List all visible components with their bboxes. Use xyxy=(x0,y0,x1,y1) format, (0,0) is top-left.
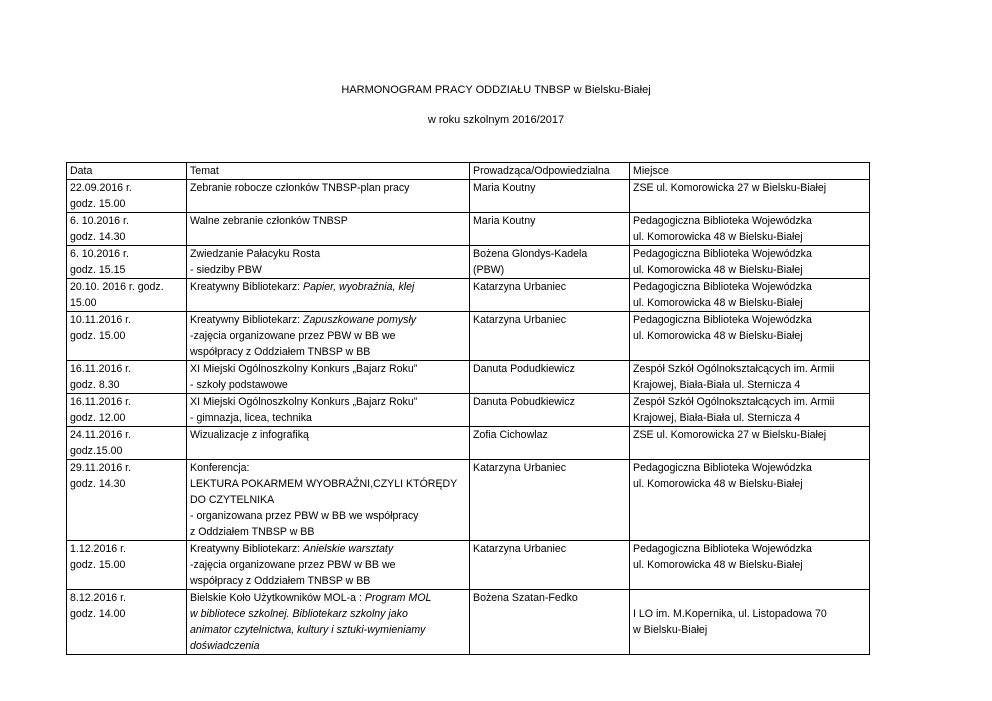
document-title: HARMONOGRAM PRACY ODDZIAŁU TNBSP w Bielsku-Białej xyxy=(341,84,651,96)
date-line: godz. 14.00 xyxy=(70,608,126,620)
date-cell xyxy=(67,590,187,655)
topic-line: animator czytelnictwa, kultury i sztuki-wymieniamy xyxy=(190,624,426,636)
date-cell xyxy=(67,361,187,394)
place-cell xyxy=(630,590,870,655)
leader-cell xyxy=(470,180,630,213)
header-date: Data xyxy=(67,163,187,180)
leader-line: Danuta Pobudkiewicz xyxy=(473,396,575,408)
topic-line: - szkoły podstawowe xyxy=(190,379,288,391)
date-line: 22.09.2016 r. xyxy=(70,182,132,194)
table-row xyxy=(67,361,870,394)
topic-line xyxy=(190,541,466,557)
schedule-table xyxy=(66,162,870,655)
topic-lead: Kreatywny Bibliotekarz: xyxy=(190,543,304,555)
place-line: Zespół Szkół Ogólnokształcących im. Armii xyxy=(633,363,835,375)
place-line: ZSE ul. Komorowicka 27 w Bielsku-Białej xyxy=(633,182,827,194)
topic-line: współpracy z Oddziałem TNBSP w BB xyxy=(190,575,371,587)
place-line: Pedagogiczna Biblioteka Wojewódzka xyxy=(633,248,812,260)
topic-line xyxy=(190,180,466,196)
topic-cell xyxy=(187,213,470,246)
topic-cell xyxy=(187,460,470,541)
place-line: w Bielsku-Białej xyxy=(633,624,708,636)
leader-line: Katarzyna Urbaniec xyxy=(473,543,567,555)
topic-italic: Program MOL xyxy=(364,592,432,604)
place-line: ul. Komorowicka 48 w Bielsku-Białej xyxy=(633,478,803,490)
place-line: ul. Komorowicka 48 w Bielsku-Białej xyxy=(633,559,803,571)
topic-cell xyxy=(187,394,470,427)
leader-cell xyxy=(470,460,630,541)
place-line: Pedagogiczna Biblioteka Wojewódzka xyxy=(633,543,812,555)
topic-italic: Zapuszkowane pomysły xyxy=(303,314,417,326)
date-line: godz. 15.00 xyxy=(70,198,126,210)
leader-cell xyxy=(470,312,630,361)
table-row xyxy=(67,590,870,655)
header-topic: Temat xyxy=(187,163,470,180)
topic-cell xyxy=(187,312,470,361)
topic-lead: Bielskie Koło Użytkowników MOL-a : xyxy=(190,592,365,604)
date-line: 6. 10.2016 r. xyxy=(70,248,129,260)
date-cell xyxy=(67,394,187,427)
place-line: Pedagogiczna Biblioteka Wojewódzka xyxy=(633,281,812,293)
date-cell xyxy=(67,460,187,541)
place-cell xyxy=(630,180,870,213)
topic-cell xyxy=(187,427,470,460)
leader-line: Maria Koutny xyxy=(473,182,536,194)
place-line: ul. Komorowicka 48 w Bielsku-Białej xyxy=(633,330,803,342)
date-line: 16.11.2016 r. xyxy=(70,363,132,375)
table-row xyxy=(67,213,870,246)
topic-italic: Papier, wyobraźnia, klej xyxy=(303,281,415,293)
date-line: 16.11.2016 r. xyxy=(70,396,132,408)
place-line: Pedagogiczna Biblioteka Wojewódzka xyxy=(633,314,812,326)
place-line: ul. Komorowicka 48 w Bielsku-Białej xyxy=(633,231,803,243)
table-row xyxy=(67,460,870,541)
header-leader: Prowadząca/Odpowiedzialna xyxy=(470,163,630,180)
table-row xyxy=(67,427,870,460)
leader-line: Katarzyna Urbaniec xyxy=(473,314,567,326)
date-line: godz. 15.15 xyxy=(70,264,126,276)
topic-line xyxy=(190,312,466,328)
table-header-row xyxy=(67,163,870,180)
leader-line: Maria Koutny xyxy=(473,215,536,227)
place-line: ul. Komorowicka 48 w Bielsku-Białej xyxy=(633,297,803,309)
date-cell xyxy=(67,180,187,213)
date-cell xyxy=(67,541,187,590)
leader-line: Bożena Szatan-Fedko xyxy=(473,592,578,604)
place-line: Zespół Szkół Ogólnokształcących im. Armii xyxy=(633,396,835,408)
topic-cell xyxy=(187,246,470,279)
topic-cell xyxy=(187,180,470,213)
topic-line: - gimnazja, licea, technika xyxy=(190,412,312,424)
table-row xyxy=(67,180,870,213)
place-cell xyxy=(630,279,870,312)
place-line: Pedagogiczna Biblioteka Wojewódzka xyxy=(633,462,812,474)
topic-line: doświadczenia xyxy=(190,640,260,652)
leader-line: Danuta Podudkiewicz xyxy=(473,363,575,375)
leader-line: Bożena Glondys-Kadela xyxy=(473,248,588,260)
leader-cell xyxy=(470,246,630,279)
topic-line: - siedziby PBW xyxy=(190,264,262,276)
topic-line xyxy=(190,279,466,295)
date-line: 15.00 xyxy=(70,297,97,309)
date-cell xyxy=(67,312,187,361)
place-cell xyxy=(630,312,870,361)
leader-cell xyxy=(470,541,630,590)
topic-italic: Anielskie warsztaty xyxy=(303,543,394,555)
date-line: 6. 10.2016 r. xyxy=(70,215,129,227)
topic-cell xyxy=(187,279,470,312)
topic-line xyxy=(190,590,466,606)
topic-line: współpracy z Oddziałem TNBSP w BB xyxy=(190,346,371,358)
leader-line: (PBW) xyxy=(473,264,505,276)
date-line: godz. 14.30 xyxy=(70,231,126,243)
place-cell xyxy=(630,427,870,460)
place-cell xyxy=(630,394,870,427)
date-cell xyxy=(67,427,187,460)
place-cell xyxy=(630,361,870,394)
topic-lead: XI Miejski Ogólnoszkolny Konkurs „Bajarz Roku” xyxy=(190,363,418,375)
topic-line xyxy=(190,427,466,443)
leader-line: Katarzyna Urbaniec xyxy=(473,281,567,293)
date-line: 20.10. 2016 r. godz. xyxy=(70,281,164,293)
topic-lead: Kreatywny Bibliotekarz: xyxy=(190,314,304,326)
leader-cell xyxy=(470,361,630,394)
topic-line: DO CZYTELNIKA xyxy=(190,494,275,506)
topic-lead: Kreatywny Bibliotekarz: xyxy=(190,281,304,293)
topic-line xyxy=(190,460,466,476)
place-line: ul. Komorowicka 48 w Bielsku-Białej xyxy=(633,264,803,276)
table-row xyxy=(67,541,870,590)
date-cell xyxy=(67,213,187,246)
date-line: godz.15.00 xyxy=(70,445,123,457)
table-row xyxy=(67,279,870,312)
topic-lead: XI Miejski Ogólnoszkolny Konkurs „Bajarz Roku” xyxy=(190,396,418,408)
topic-line: z Oddziałem TNBSP w BB xyxy=(190,526,315,538)
topic-lead: Zwiedzanie Pałacyku Rosta xyxy=(190,248,321,260)
topic-line xyxy=(190,246,466,262)
table-row xyxy=(67,312,870,361)
date-line: godz. 15.00 xyxy=(70,559,126,571)
topic-lead: Konferencja: xyxy=(190,462,250,474)
place-cell xyxy=(630,213,870,246)
topic-line: LEKTURA POKARMEM WYOBRAŹNI,CZYLI KTÓRĘDY xyxy=(190,478,458,490)
date-cell xyxy=(67,279,187,312)
leader-cell xyxy=(470,394,630,427)
topic-lead: Walne zebranie członków TNBSP xyxy=(190,215,348,227)
topic-cell xyxy=(187,590,470,655)
date-line: godz. 8.30 xyxy=(70,379,120,391)
place-line: Krajowej, Biała-Biała ul. Sternicza 4 xyxy=(633,379,801,391)
leader-cell xyxy=(470,213,630,246)
leader-cell xyxy=(470,427,630,460)
date-cell xyxy=(67,246,187,279)
leader-line: Zofia Cichowlaz xyxy=(473,429,548,441)
place-cell xyxy=(630,541,870,590)
date-line: 8.12.2016 r. xyxy=(70,592,126,604)
place-spacer xyxy=(633,590,866,606)
place-cell xyxy=(630,460,870,541)
table-row xyxy=(67,394,870,427)
topic-line: - organizowana przez PBW w BB we współpracy xyxy=(190,510,419,522)
place-cell xyxy=(630,246,870,279)
date-line: godz. 14.30 xyxy=(70,478,126,490)
topic-line: -zajęcia organizowane przez PBW w BB we xyxy=(190,330,396,342)
topic-cell xyxy=(187,541,470,590)
date-line: godz. 12.00 xyxy=(70,412,126,424)
table-row xyxy=(67,246,870,279)
place-line: Pedagogiczna Biblioteka Wojewódzka xyxy=(633,215,812,227)
topic-line xyxy=(190,213,466,229)
header-place: Miejsce xyxy=(630,163,870,180)
place-line: Krajowej, Biała-Biała ul. Sternicza 4 xyxy=(633,412,801,424)
place-line: ZSE ul. Komorowicka 27 w Bielsku-Białej xyxy=(633,429,827,441)
leader-line: Katarzyna Urbaniec xyxy=(473,462,567,474)
date-line: godz. 15.00 xyxy=(70,330,126,342)
document-subtitle: w roku szkolnym 2016/2017 xyxy=(427,114,565,126)
topic-line xyxy=(190,394,466,410)
place-line: I LO im. M.Kopernika, ul. Listopadowa 70 xyxy=(633,608,827,620)
date-line: 29.11.2016 r. xyxy=(70,462,132,474)
topic-line: w bibliotece szkolnej. Bibliotekarz szkolny jako xyxy=(190,608,408,620)
date-line: 10.11.2016 r. xyxy=(70,314,132,326)
leader-cell xyxy=(470,590,630,655)
topic-line xyxy=(190,361,466,377)
leader-cell xyxy=(470,279,630,312)
topic-line: -zajęcia organizowane przez PBW w BB we xyxy=(190,559,396,571)
topic-lead: Zebranie robocze członków TNBSP-plan pracy xyxy=(190,182,410,194)
date-line: 1.12.2016 r. xyxy=(70,543,126,555)
topic-lead: Wizualizacje z infografiką xyxy=(190,429,309,441)
date-line: 24.11.2016 r. xyxy=(70,429,132,441)
topic-cell xyxy=(187,361,470,394)
